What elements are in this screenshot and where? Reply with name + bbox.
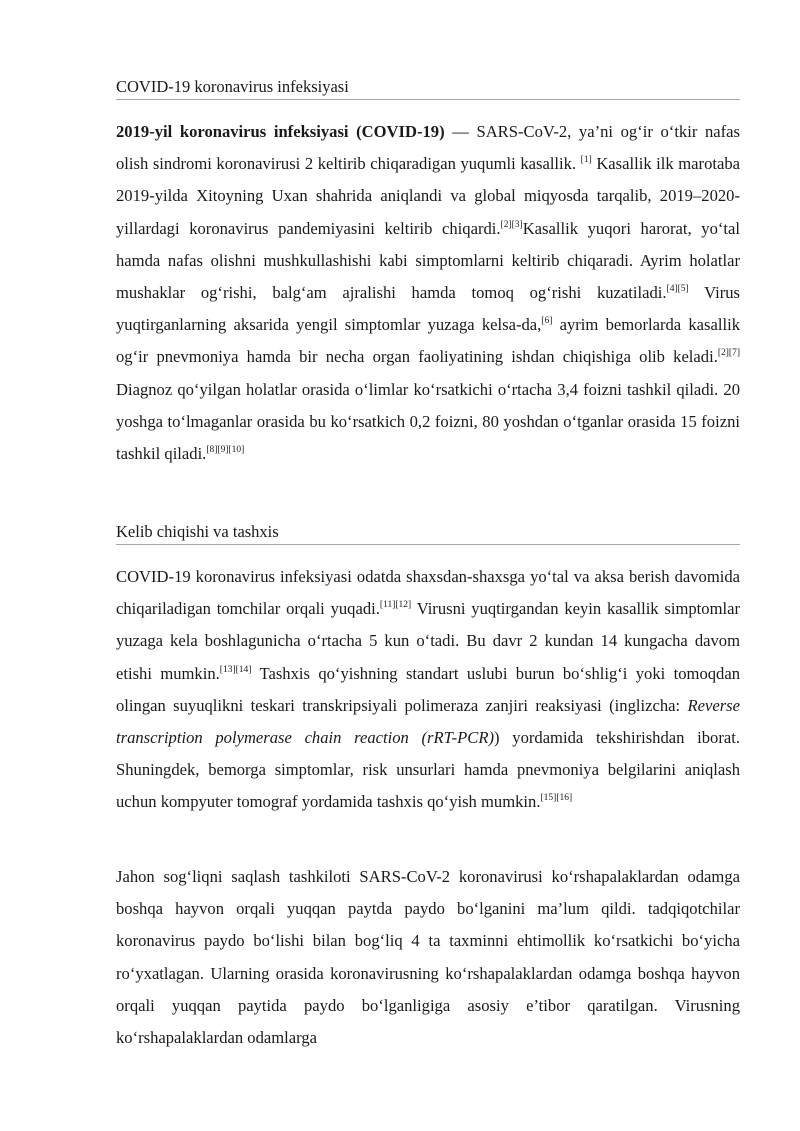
citation-ref[interactable]: [2][3] bbox=[500, 219, 523, 230]
citation-ref[interactable]: [6] bbox=[541, 316, 553, 327]
text-run: — SARS-CoV-2, ya’ni og‘ir o‘tkir nafas olish sindromi koronavirusi 2 keltirib chiqaradigan yuqumli kasallik. bbox=[116, 122, 740, 174]
text-run: Virusni yuqtirgandan keyin kasallik simptomlar yuzaga kela boshlagunicha o‘rtacha 5 kun o‘tadi. Bu davr 2 kundan 14 kungacha davom etishi mumkin. bbox=[116, 599, 740, 683]
intro-paragraph bbox=[116, 116, 740, 470]
text-run: Virus yuqtirganlarning aksarida yengil simptomlar yuzaga kelsa-da, bbox=[116, 283, 740, 335]
origin-paragraph bbox=[116, 561, 740, 819]
term-title: 2019-yil koronavirus infeksiyasi (COVID-19) bbox=[116, 122, 445, 141]
text-run: Diagnoz qo‘yilgan holatlar orasida o‘limlar ko‘rsatkichi o‘rtacha 3,4 foizni tashkil qiladi. 20 yoshga to‘lmaganlar orasida bu ko‘rsatkich 0,2 foizni, 80 yoshdan o‘tganlar orasida 15 foizni tashkil qiladi. bbox=[116, 379, 740, 464]
section-heading-origin: Kelib chiqishi va tashxis bbox=[116, 521, 740, 545]
text-run: Tashxis qo‘yishning standart uslubi burun bo‘shlig‘i yoki tomoqdan olingan suyuqlikni teskari transkripsiyali polimeraza zanjiri reaksiyasi (inglizcha: bbox=[116, 663, 740, 715]
citation-ref[interactable]: [1] bbox=[580, 155, 592, 166]
who-paragraph bbox=[116, 861, 740, 1054]
text-run: COVID-19 koronavirus infeksiyasi odatda shaxsdan-shaxsga yo‘tal va aksa berish davomida chiqariladigan tomchilar orqali yuqadi. bbox=[116, 567, 740, 619]
citation-ref[interactable]: [4][5] bbox=[666, 284, 689, 295]
text-run: Kasallik yuqori harorat, yo‘tal hamda nafas olishni mushkullashishi kabi simptomlarni keltirib chiqaradi. Ayrim holatlar mushaklar og‘rishi, balg‘am ajralishi hamda tomoq og‘rishi kuzatiladi. bbox=[116, 218, 740, 303]
citation-ref[interactable]: [8][9][10] bbox=[206, 445, 245, 456]
english-term: Reverse transcription polymerase chain reaction (rRT-PCR) bbox=[116, 695, 740, 748]
citation-ref[interactable]: [13][14] bbox=[219, 664, 252, 675]
text-run: ) yordamida tekshirishdan iborat. Shuningdek, bemorga simptomlar, risk unsurlari hamda pnevmoniya belgilarini aniqlash uchun kompyuter tomograf yordamida tashxis qo‘yish mumkin. bbox=[116, 728, 740, 812]
section-heading-covid: COVID-19 koronavirus infeksiyasi bbox=[116, 76, 740, 100]
text-run: Kasallik ilk marotaba 2019-yilda Xitoyning Uxan shahrida aniqlandi va global miqyosda tarqalib, 2019–2020-yillardagi koronavirus pandemiyasini keltirib chiqardi. bbox=[116, 154, 740, 238]
text-run: Jahon sog‘liqni saqlash tashkiloti SARS-CoV-2 koronavirusi ko‘rshapalaklardan odamga boshqa hayvon orqali yuqqan paytda paydo bo‘lganini ma’lum qildi. tadqiqotchilar koronavirus paydo bo‘lishi bilan bog‘liq 4 ta taxminni ehtimollik ko‘rsatkichi bo‘yicha ro‘yxatlagan. Ularning orasida koronavirusning ko‘rshapalaklardan odamga boshqa hayvon orqali yuqqan paytida paydo bo‘lganligiga asosiy e’tibor qaratilgan. Virusning ko‘rshapalaklardan odamlarga bbox=[116, 867, 740, 1048]
citation-ref[interactable]: [15][16] bbox=[540, 793, 573, 804]
citation-ref[interactable]: [2][7] bbox=[717, 348, 740, 359]
citation-ref[interactable]: [11][12] bbox=[379, 600, 412, 611]
text-run: ayrim bemorlarda kasallik og‘ir pnevmoniya hamda bir necha organ faoliyatining ishdan chiqishiga olib keladi. bbox=[116, 315, 740, 367]
